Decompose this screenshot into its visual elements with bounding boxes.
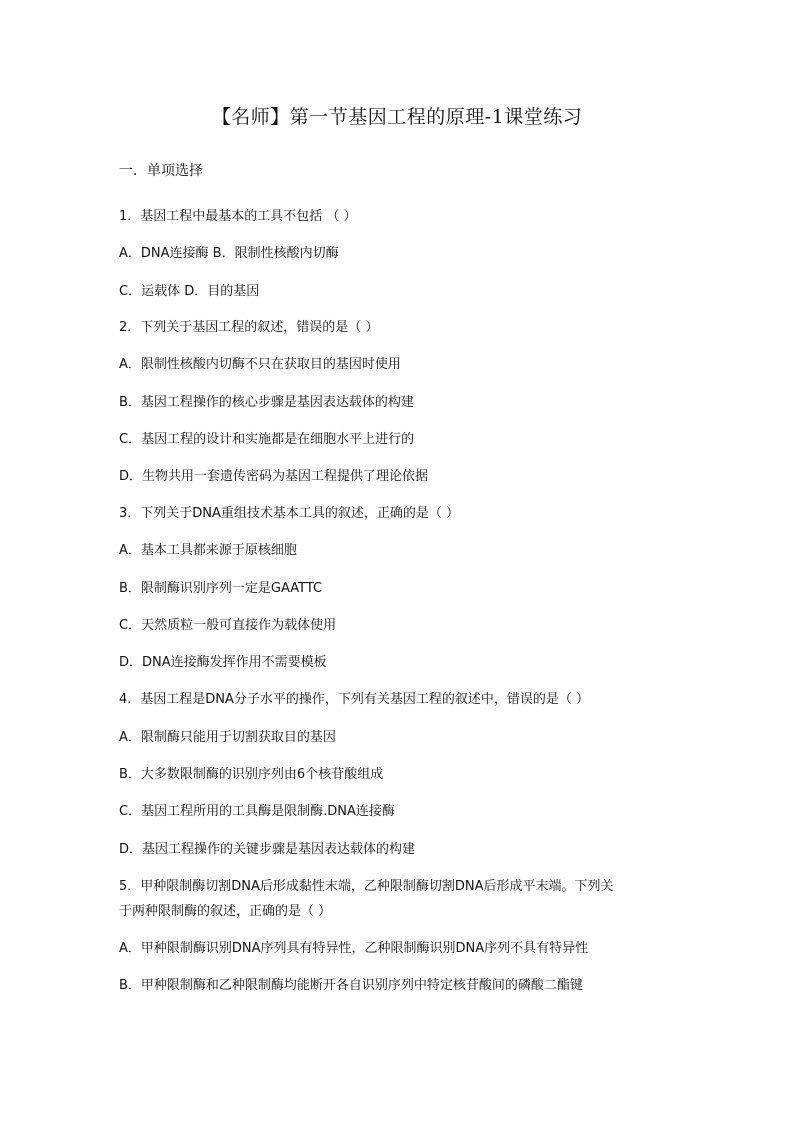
question-1-stem: 1．基因工程中最基本的工具不包括 （ ） bbox=[119, 209, 357, 224]
question-2-option-d: D．生物共用一套遗传密码为基因工程提供了理论依据 bbox=[119, 469, 429, 484]
question-3-option-d: D．DNA连接酶发挥作用不需要模板 bbox=[119, 655, 327, 670]
question-1-options-ab: A．DNA连接酶 B．限制性核酸内切酶 bbox=[119, 246, 339, 261]
question-2-option-b: B．基因工程操作的核心步骤是基因表达载体的构建 bbox=[119, 395, 414, 410]
question-4-option-b: B．大多数限制酶的识别序列由6个核苷酸组成 bbox=[119, 767, 384, 782]
question-2-option-a: A．限制性核酸内切酶不只在获取目的基因时使用 bbox=[119, 357, 401, 372]
question-3-option-b: B．限制酶识别序列一定是GAATTC bbox=[119, 581, 323, 596]
question-4-stem: 4．基因工程是DNA分子水平的操作，下列有关基因工程的叙述中，错误的是（ ） bbox=[119, 692, 590, 707]
question-3-option-a: A．基本工具都来源于原核细胞 bbox=[119, 543, 297, 558]
question-5-stem-line-2: 于两种限制酶的叙述，正确的是（ ） bbox=[119, 904, 332, 919]
section-heading: 一．单项选择 bbox=[119, 163, 203, 179]
question-2-option-c: C．基因工程的设计和实施都是在细胞水平上进行的 bbox=[119, 432, 415, 447]
question-3-option-c: C．天然质粒一般可直接作为载体使用 bbox=[119, 618, 337, 633]
question-4-option-a: A．限制酶只能用于切割获取目的基因 bbox=[119, 730, 336, 745]
question-4-option-c: C．基因工程所用的工具酶是限制酶.DNA连接酶 bbox=[119, 804, 395, 819]
question-3-stem: 3．下列关于DNA重组技术基本工具的叙述，正确的是（ ） bbox=[119, 506, 460, 521]
question-2-stem: 2．下列关于基因工程的叙述，错误的是（ ） bbox=[119, 320, 379, 335]
question-5-option-a: A．甲种限制酶识别DNA序列具有特异性，乙种限制酶识别DNA序列不具有特异性 bbox=[119, 941, 589, 956]
question-5-option-b: B．甲种限制酶和乙种限制酶均能断开各自识别序列中特定核苷酸间的磷酸二酯键 bbox=[119, 978, 583, 993]
question-1-options-cd: C．运载体 D．目的基因 bbox=[119, 284, 260, 299]
question-4-option-d: D．基因工程操作的关键步骤是基因表达载体的构建 bbox=[119, 842, 416, 857]
document-title: 【名师】第一节基因工程的原理-1课堂练习 bbox=[211, 106, 583, 128]
question-5-stem-line-1: 5．甲种限制酶切割DNA后形成黏性末端，乙种限制酶切割DNA后形成平末端。下列关 bbox=[119, 879, 614, 894]
